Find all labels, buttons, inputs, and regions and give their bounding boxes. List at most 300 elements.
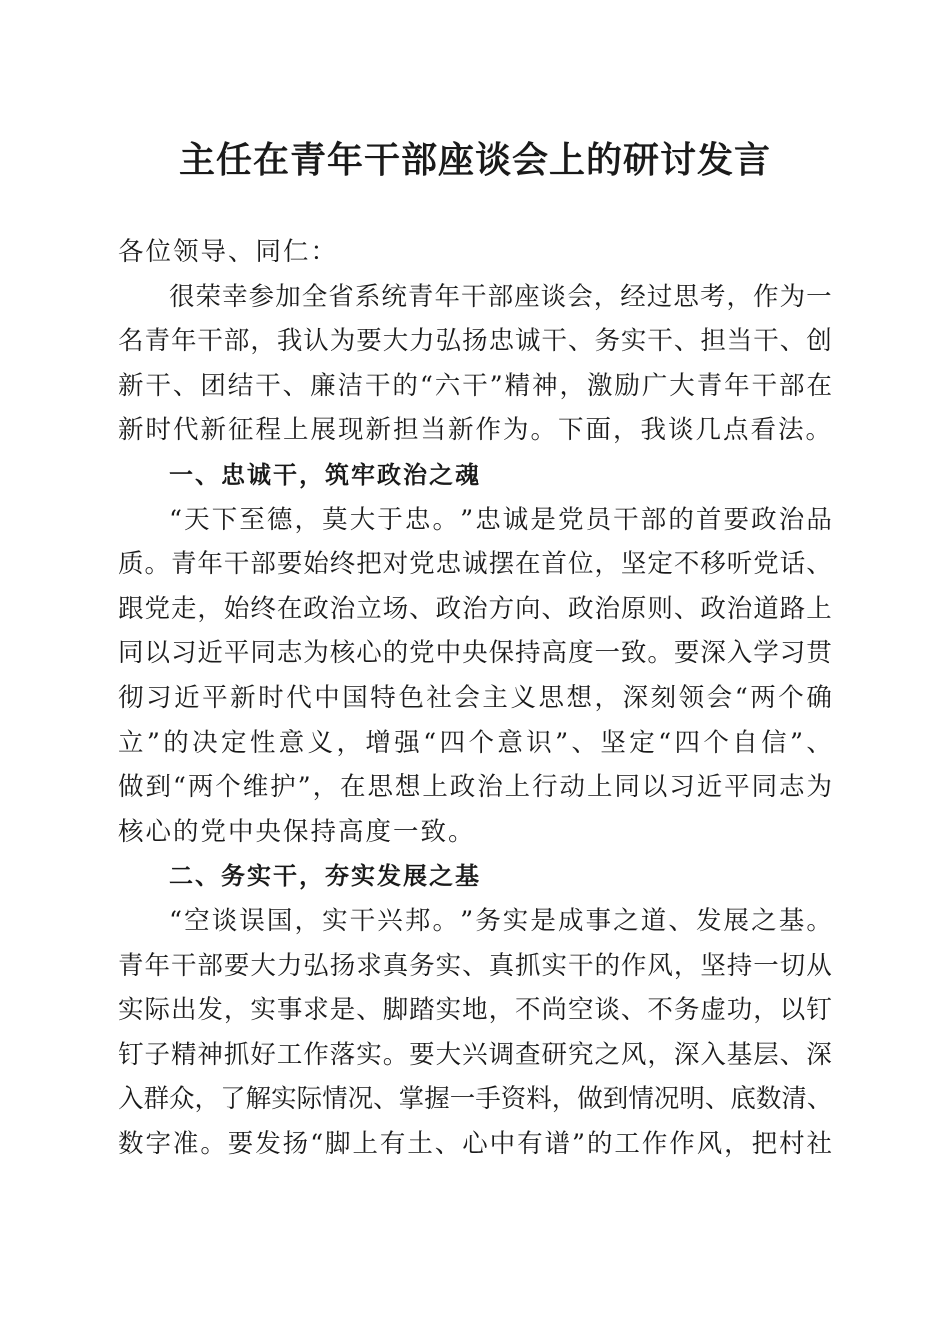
char: 政 bbox=[435, 593, 462, 624]
char: 以 bbox=[779, 995, 806, 1026]
char: 尚 bbox=[541, 995, 568, 1026]
char: 思 bbox=[673, 281, 699, 312]
line-text bbox=[118, 1077, 832, 1122]
char: 为 bbox=[806, 772, 832, 803]
char: 况 bbox=[347, 1084, 374, 1115]
char: 廉 bbox=[310, 370, 336, 401]
char: 心 bbox=[356, 638, 382, 669]
char: 部 bbox=[487, 281, 514, 312]
char: 谈 bbox=[540, 281, 567, 312]
char: 的 bbox=[594, 950, 620, 981]
char: 干 bbox=[364, 370, 391, 401]
char: 彻 bbox=[118, 682, 144, 713]
char: 到 bbox=[602, 1084, 629, 1115]
char: 习 bbox=[669, 772, 695, 803]
char: 行 bbox=[532, 772, 558, 803]
paragraph-line bbox=[118, 676, 832, 721]
paragraph-line bbox=[118, 498, 832, 543]
char: 度 bbox=[567, 638, 594, 669]
char: 同 bbox=[250, 638, 276, 669]
char: 习 bbox=[146, 682, 172, 713]
char: ” bbox=[555, 727, 569, 758]
char: 不 bbox=[515, 995, 541, 1026]
char: 精 bbox=[504, 370, 531, 401]
char: 经 bbox=[620, 281, 646, 312]
char: 料 bbox=[526, 1084, 552, 1115]
char: 情 bbox=[628, 1084, 654, 1115]
char: 青 bbox=[144, 326, 170, 357]
char: 从 bbox=[806, 950, 832, 981]
paragraph-line bbox=[118, 542, 832, 587]
char: 治 bbox=[778, 504, 805, 535]
char: ” bbox=[790, 727, 804, 758]
char: ， bbox=[197, 593, 223, 624]
char: 贯 bbox=[806, 638, 832, 669]
char: 个 bbox=[468, 727, 494, 758]
char: 持 bbox=[515, 638, 541, 669]
char: ” bbox=[460, 504, 474, 535]
char: 特 bbox=[370, 682, 396, 713]
char: 要 bbox=[276, 549, 303, 580]
char: 原 bbox=[620, 593, 647, 624]
char: 高 bbox=[541, 638, 568, 669]
char: 位 bbox=[567, 549, 594, 580]
line-text bbox=[118, 676, 832, 721]
char: 工 bbox=[276, 1039, 303, 1070]
char: 治 bbox=[594, 593, 620, 624]
char: 神 bbox=[197, 1039, 223, 1070]
char: 手 bbox=[475, 1084, 501, 1115]
char: 创 bbox=[806, 326, 832, 357]
char: 坚 bbox=[700, 950, 726, 981]
char: 真 bbox=[382, 950, 409, 981]
section-heading-2: 二、务实干，夯实发展之基 bbox=[169, 862, 481, 891]
char: 基 bbox=[778, 905, 805, 936]
char: 青 bbox=[118, 950, 144, 981]
char: 时 bbox=[258, 682, 284, 713]
char: 扬 bbox=[462, 326, 488, 357]
document-title: 主任在青年干部座谈会上的研讨发言 bbox=[178, 139, 771, 181]
char: 幸 bbox=[222, 281, 248, 312]
char: 首 bbox=[695, 504, 722, 535]
char: 的 bbox=[668, 504, 694, 535]
paragraph-line bbox=[118, 275, 832, 320]
char: 深 bbox=[806, 1039, 832, 1070]
char: 调 bbox=[488, 1039, 515, 1070]
char: 弘 bbox=[303, 950, 329, 981]
char: 基 bbox=[726, 1039, 753, 1070]
char: 诚 bbox=[515, 326, 541, 357]
char: 、 bbox=[779, 1039, 806, 1070]
char: 空 bbox=[567, 995, 594, 1026]
char: 部 bbox=[640, 504, 667, 535]
char: 个 bbox=[703, 727, 729, 758]
char: 、 bbox=[462, 950, 488, 981]
char: 近 bbox=[696, 772, 723, 803]
paragraph-line: 核心的党中央保持高度一致。 bbox=[118, 816, 476, 847]
char: ， bbox=[594, 549, 620, 580]
char: 众 bbox=[169, 1084, 195, 1115]
char: 要 bbox=[723, 504, 750, 535]
char: 资 bbox=[500, 1084, 527, 1115]
char: 团 bbox=[200, 370, 226, 401]
char: 政 bbox=[700, 593, 726, 624]
char: 护 bbox=[270, 772, 296, 803]
char: 际 bbox=[296, 1084, 323, 1115]
char: 一 bbox=[806, 281, 832, 312]
line-text bbox=[169, 275, 832, 320]
char: 思 bbox=[367, 772, 393, 803]
char: 学 bbox=[753, 638, 779, 669]
char: 作 bbox=[753, 281, 779, 312]
char: 党 bbox=[409, 638, 435, 669]
char: 、 bbox=[541, 593, 568, 624]
char: 要 bbox=[409, 1039, 435, 1070]
char: 为 bbox=[779, 281, 806, 312]
char: 群 bbox=[143, 1084, 170, 1115]
char: 为 bbox=[329, 326, 356, 357]
char: 大 bbox=[669, 370, 695, 401]
char: ， bbox=[724, 1128, 750, 1159]
char: 决 bbox=[192, 727, 218, 758]
char: 终 bbox=[250, 593, 276, 624]
char: 领 bbox=[678, 682, 705, 713]
paragraph-line bbox=[118, 631, 832, 676]
char: ， bbox=[673, 950, 700, 981]
char: 会 bbox=[454, 682, 480, 713]
char: 抓 bbox=[515, 950, 541, 981]
char: 在 bbox=[276, 593, 303, 624]
line-text bbox=[118, 1033, 832, 1078]
char: 两 bbox=[187, 772, 214, 803]
char: 社 bbox=[426, 682, 452, 713]
char: 于 bbox=[377, 504, 403, 535]
char: 座 bbox=[514, 281, 540, 312]
char: 之 bbox=[751, 905, 777, 936]
char: 刻 bbox=[650, 682, 677, 713]
char: 治 bbox=[477, 772, 503, 803]
section-1-paragraph bbox=[118, 498, 832, 855]
document-body bbox=[118, 230, 832, 1166]
char: 年 bbox=[170, 326, 197, 357]
char: 上 bbox=[422, 772, 448, 803]
char: 向 bbox=[515, 593, 541, 624]
char: 真 bbox=[488, 950, 515, 981]
char: 、 bbox=[373, 1084, 399, 1115]
char: 、 bbox=[806, 727, 832, 758]
char: 场 bbox=[382, 593, 409, 624]
char: 国 bbox=[342, 682, 368, 713]
char: 实 bbox=[322, 905, 348, 936]
char: 。 bbox=[382, 1039, 409, 1070]
char: 四 bbox=[439, 727, 466, 758]
line-text bbox=[118, 944, 832, 989]
char: 际 bbox=[144, 995, 170, 1026]
char: 、 bbox=[567, 326, 594, 357]
paragraph-line bbox=[118, 1077, 832, 1122]
char: 深 bbox=[622, 682, 649, 713]
char: 实 bbox=[435, 950, 462, 981]
char: 成 bbox=[557, 905, 584, 936]
char: 干 bbox=[223, 549, 250, 580]
char: 加 bbox=[275, 281, 301, 312]
char: 干 bbox=[613, 504, 639, 535]
char: 部 bbox=[779, 370, 805, 401]
char: 深 bbox=[673, 1039, 700, 1070]
char: 、 bbox=[620, 995, 647, 1026]
char: 精 bbox=[170, 1039, 197, 1070]
char: ， bbox=[194, 1084, 221, 1115]
char: 近 bbox=[174, 682, 200, 713]
char: 钉 bbox=[118, 1039, 144, 1070]
char: 钉 bbox=[806, 995, 832, 1026]
char: 为 bbox=[303, 638, 329, 669]
char: 一 bbox=[449, 1084, 476, 1115]
line-text bbox=[118, 765, 832, 810]
char: ， bbox=[594, 682, 621, 713]
char: 国 bbox=[266, 905, 293, 936]
char: 大 bbox=[250, 950, 276, 981]
char: 实 bbox=[250, 995, 276, 1026]
char: 治 bbox=[462, 593, 488, 624]
char: 定 bbox=[647, 549, 673, 580]
char: 四 bbox=[674, 727, 701, 758]
char: 强 bbox=[394, 727, 420, 758]
char: 底 bbox=[730, 1084, 756, 1115]
char: 是 bbox=[530, 504, 556, 535]
char: 出 bbox=[170, 995, 197, 1026]
char: ， bbox=[726, 281, 752, 312]
char: 色 bbox=[398, 682, 424, 713]
char: 。 bbox=[647, 638, 673, 669]
char: 大 bbox=[382, 326, 409, 357]
char: “ bbox=[658, 727, 672, 758]
char: ” bbox=[297, 772, 311, 803]
line-text bbox=[118, 319, 832, 364]
paragraph-line bbox=[118, 899, 832, 944]
char: 发 bbox=[255, 1128, 281, 1159]
char: 做 bbox=[577, 1084, 603, 1115]
char: 想 bbox=[566, 682, 593, 713]
char: 以 bbox=[641, 772, 668, 803]
char: 干 bbox=[647, 326, 673, 357]
char: 习 bbox=[170, 638, 197, 669]
char: 作 bbox=[641, 1128, 668, 1159]
char: 新 bbox=[230, 682, 256, 713]
char: 好 bbox=[250, 1039, 276, 1070]
paragraph-line bbox=[118, 944, 832, 989]
char: 干 bbox=[197, 326, 223, 357]
char: 、 bbox=[673, 326, 700, 357]
char: ， bbox=[753, 995, 779, 1026]
char: 过 bbox=[646, 281, 673, 312]
char: 展 bbox=[723, 905, 750, 936]
char: 准 bbox=[172, 1128, 199, 1159]
char: 致 bbox=[620, 638, 647, 669]
char: 做 bbox=[118, 772, 144, 803]
char: 我 bbox=[276, 326, 303, 357]
char: 央 bbox=[462, 638, 488, 669]
char: 员 bbox=[585, 504, 612, 535]
char: 情 bbox=[322, 1084, 348, 1115]
char: 会 bbox=[706, 682, 733, 713]
char: 方 bbox=[488, 593, 515, 624]
char: 要 bbox=[227, 1128, 254, 1159]
section-2-paragraph bbox=[118, 899, 832, 1167]
char: 在 bbox=[340, 772, 366, 803]
paragraph-line bbox=[118, 319, 832, 364]
char: 实 bbox=[356, 1039, 382, 1070]
char: 部 bbox=[250, 549, 276, 580]
paragraph-line: 新时代新征程上展现新担当新作为。下面，我谈几点看法。 bbox=[118, 415, 834, 446]
char: 究 bbox=[567, 1039, 594, 1070]
char: 脚 bbox=[382, 995, 409, 1026]
char: 切 bbox=[779, 950, 806, 981]
char: 担 bbox=[700, 326, 726, 357]
char: 很 bbox=[169, 281, 195, 312]
char: 道 bbox=[640, 905, 667, 936]
char: ， bbox=[593, 281, 620, 312]
char: 意 bbox=[497, 727, 523, 758]
char: 始 bbox=[223, 593, 250, 624]
char: 立 bbox=[356, 593, 382, 624]
char: 青 bbox=[170, 549, 197, 580]
char: 空 bbox=[184, 905, 210, 936]
char: 大 bbox=[349, 504, 376, 535]
char: ， bbox=[294, 504, 321, 535]
char: 路 bbox=[779, 593, 806, 624]
char: 增 bbox=[365, 727, 391, 758]
char: 、 bbox=[806, 549, 832, 580]
char: 况 bbox=[653, 1084, 680, 1115]
char: 事 bbox=[585, 905, 612, 936]
char: 确 bbox=[806, 682, 832, 713]
char: 字 bbox=[145, 1128, 171, 1159]
char: 兴 bbox=[462, 1039, 488, 1070]
section-heading-1: 一、忠诚干，筑牢政治之魂 bbox=[169, 460, 481, 489]
char: 年 bbox=[144, 950, 170, 981]
char: 弘 bbox=[435, 326, 462, 357]
char: 、 bbox=[668, 905, 694, 936]
char: 作 bbox=[620, 950, 647, 981]
char: 全 bbox=[301, 281, 328, 312]
char: 主 bbox=[482, 682, 508, 713]
line-text bbox=[169, 498, 832, 543]
char: 年 bbox=[197, 549, 223, 580]
char: 义 bbox=[510, 682, 536, 713]
char: 莫 bbox=[322, 504, 348, 535]
intro-paragraph bbox=[118, 275, 832, 453]
char: 入 bbox=[726, 638, 753, 669]
char: 把 bbox=[356, 549, 382, 580]
char: 移 bbox=[700, 549, 726, 580]
char: 层 bbox=[753, 1039, 779, 1070]
char: 、 bbox=[704, 1084, 731, 1115]
char: 信 bbox=[761, 727, 787, 758]
char: 解 bbox=[245, 1084, 272, 1115]
char: 谈 bbox=[211, 905, 238, 936]
char: 社 bbox=[806, 1128, 832, 1159]
char: 邦 bbox=[404, 905, 431, 936]
char: 实 bbox=[620, 326, 647, 357]
char: 入 bbox=[700, 1039, 726, 1070]
char: 动 bbox=[559, 772, 586, 803]
char: 跟 bbox=[118, 593, 144, 624]
char: 研 bbox=[541, 1039, 568, 1070]
char: 听 bbox=[726, 549, 753, 580]
char: 诚 bbox=[462, 549, 488, 580]
char: 谱 bbox=[544, 1128, 571, 1159]
char: 之 bbox=[613, 905, 639, 936]
char: 有 bbox=[379, 1128, 406, 1159]
char: 数 bbox=[118, 1128, 144, 1159]
char: 忠 bbox=[475, 504, 501, 535]
char: 干 bbox=[255, 370, 281, 401]
char: 终 bbox=[329, 549, 356, 580]
char: 扬 bbox=[329, 950, 356, 981]
char: 发 bbox=[695, 905, 722, 936]
char: 深 bbox=[700, 638, 726, 669]
char: 是 bbox=[530, 905, 556, 936]
char: 有 bbox=[517, 1128, 543, 1159]
char: 务 bbox=[475, 905, 501, 936]
char: 党 bbox=[753, 549, 779, 580]
char: 平 bbox=[223, 638, 250, 669]
char: 务 bbox=[673, 995, 700, 1026]
char: 部 bbox=[223, 326, 250, 357]
char: 村 bbox=[779, 1128, 805, 1159]
char: ” bbox=[571, 1128, 586, 1159]
char: “ bbox=[169, 905, 183, 936]
char: 结 bbox=[227, 370, 254, 401]
char: 意 bbox=[278, 727, 305, 758]
char: 话 bbox=[779, 549, 806, 580]
line-text bbox=[169, 899, 832, 944]
paragraph-line bbox=[118, 1033, 832, 1078]
char: 诚 bbox=[502, 504, 529, 535]
char: 系 bbox=[354, 281, 381, 312]
char: 兴 bbox=[377, 905, 403, 936]
char: 首 bbox=[541, 549, 568, 580]
char: 查 bbox=[515, 1039, 541, 1070]
char: 土 bbox=[407, 1128, 433, 1159]
char: 性 bbox=[249, 727, 276, 758]
paragraph-line bbox=[118, 1122, 832, 1167]
line-text bbox=[118, 364, 832, 409]
char: 实 bbox=[118, 995, 144, 1026]
char: 激 bbox=[586, 370, 613, 401]
char: 要 bbox=[356, 326, 382, 357]
char: “ bbox=[423, 727, 437, 758]
char: 的 bbox=[392, 370, 418, 401]
char: 荣 bbox=[195, 281, 222, 312]
paragraph-line bbox=[118, 765, 832, 810]
char: 不 bbox=[673, 549, 700, 580]
char: 在 bbox=[515, 549, 541, 580]
char: 踏 bbox=[409, 995, 435, 1026]
char: 一 bbox=[753, 950, 779, 981]
char: ， bbox=[647, 1039, 673, 1070]
char: 求 bbox=[303, 995, 329, 1026]
char: 、 bbox=[409, 593, 435, 624]
char: 神 bbox=[532, 370, 558, 401]
char: 部 bbox=[197, 950, 223, 981]
char: 子 bbox=[144, 1039, 170, 1070]
char: 、 bbox=[356, 995, 382, 1026]
char: 至 bbox=[239, 504, 265, 535]
char: 事 bbox=[276, 995, 303, 1026]
char: 党 bbox=[557, 504, 584, 535]
